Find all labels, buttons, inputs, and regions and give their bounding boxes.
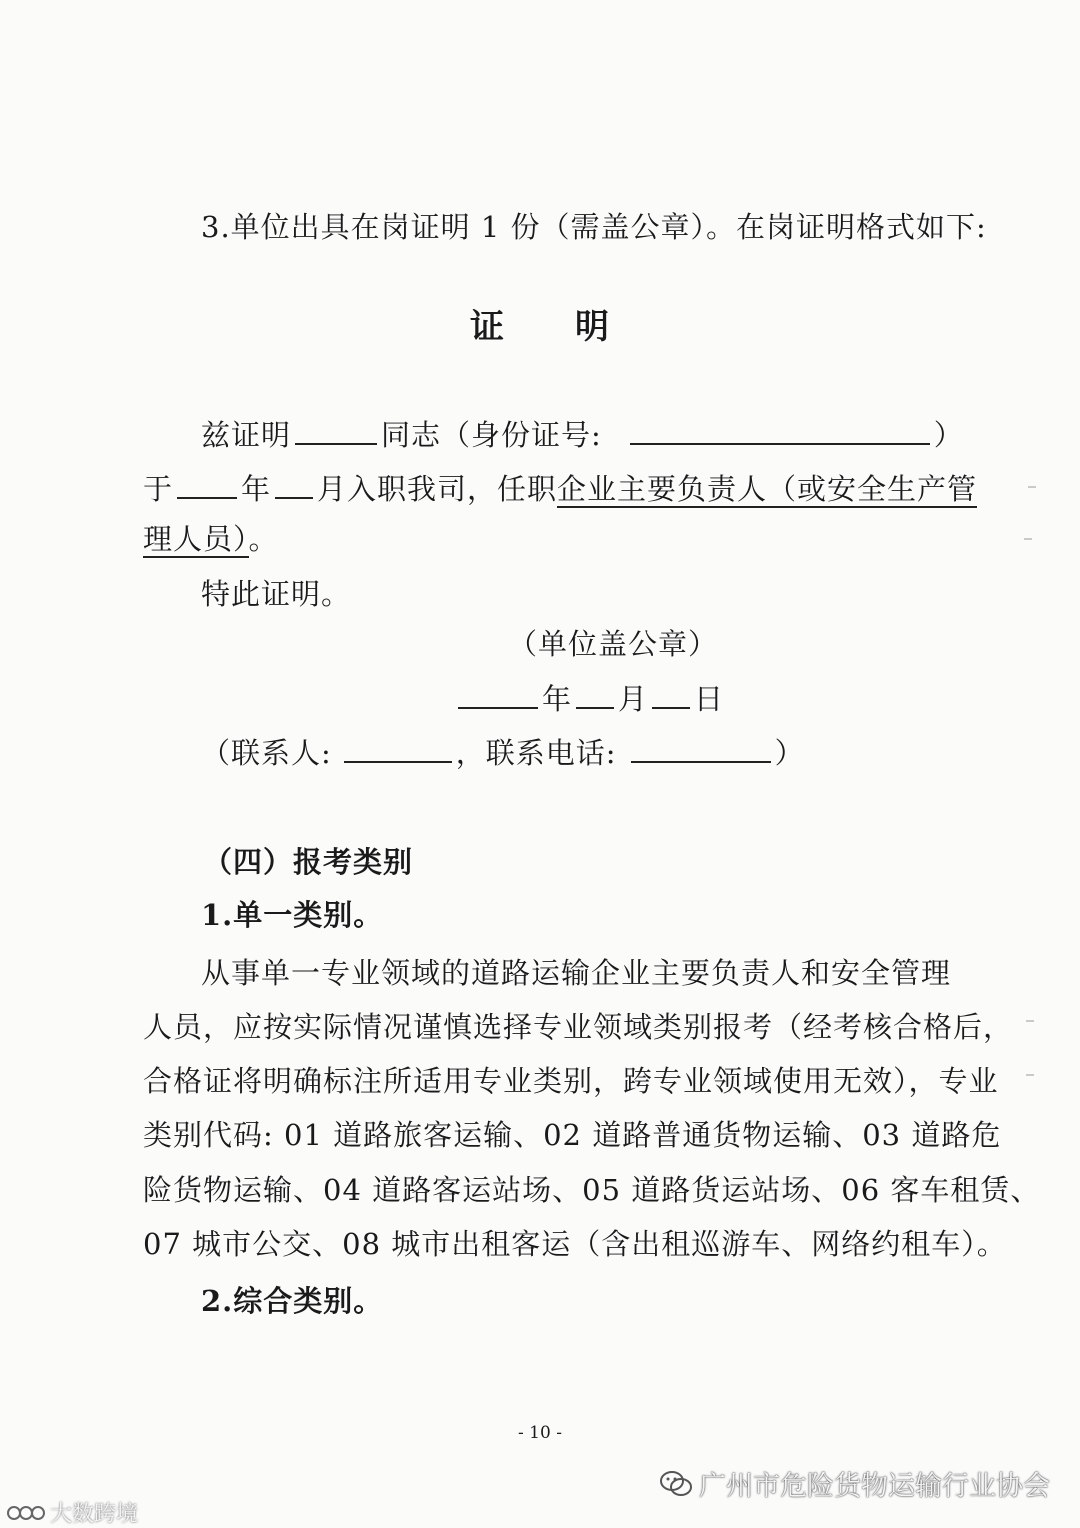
year-blank [177,467,237,499]
contact-person-blank [344,731,452,763]
contact-phone-blank [631,731,771,763]
certificate-line-3 [143,519,943,559]
wechat-watermark [659,1464,1050,1503]
date-year-label: 年 [542,682,573,716]
subsection-1-heading: 1.单一类别。 [201,898,384,932]
date-day-blank [652,677,690,709]
paragraph-line: 险货物运输、04 道路客运站场、05 道路货运站场、06 客车租赁、 [143,1173,1041,1207]
date-month-blank [576,677,614,709]
cert-line2-b: 年 [241,472,272,506]
contact-close: ） [774,736,805,770]
certificate-line-4: 特此证明。 [201,577,352,611]
certificate-line-1 [201,413,1001,455]
position-underlined: 企业主要负责人（或安全生产管 [557,472,978,506]
date-line [458,677,758,719]
paragraph-line: 合格证将明确标注所适用专业类别，跨专业领域使用无效），专业 [143,1064,999,1098]
paragraph-line: 从事单一专业领域的道路运输企业主要负责人和安全管理 [201,956,952,990]
cert-line1-a: 兹证明 [201,418,292,452]
cert-line3-b: 。 [248,522,279,556]
date-month-label: 月 [618,682,649,716]
certificate-line-2 [143,467,978,509]
intro-text: 3.单位出具在岗证明 1 份（需盖公章）。在岗证明格式如下: [201,210,987,244]
name-blank [295,413,377,445]
section-heading: （四）报考类别 [203,845,414,879]
brand-logo-icon [6,1502,46,1524]
page-number: - 10 - [518,1423,562,1443]
subsection-2-heading: 2.综合类别。 [201,1284,384,1318]
cert-line1-c: ） [933,418,964,452]
month-blank [275,467,313,499]
date-year-blank [458,677,538,709]
brand-watermark [6,1497,138,1528]
contact-phone-label: ，联系电话: [455,736,617,770]
watermark-right-text: 广州市危险货物运输行业协会 [699,1471,1050,1502]
contact-line [201,731,1001,773]
certificate-title: 证 明 [470,307,610,347]
seal-label: （单位盖公章） [508,627,719,661]
cert-line2-a: 于 [143,472,174,506]
contact-person-label: （联系人: [201,736,332,770]
paragraph-line: 人员，应按实际情况谨慎选择专业领域类别报考（经考核合格后， [143,1010,1014,1044]
cert-line2-c: 月入职我司，任职 [317,472,558,506]
paragraph-line: 07 城市公交、08 城市出租客运（含出租巡游车、网络约租车）。 [143,1227,1007,1261]
date-day-label: 日 [694,682,725,716]
position-underlined-cont: 理人员） [143,522,249,556]
wechat-icon [659,1469,693,1499]
cert-line1-b: 同志（身份证号: [381,418,602,452]
id-number-blank [630,413,930,445]
watermark-left-text: 大数跨境 [50,1502,139,1527]
paragraph-line: 类别代码: 01 道路旅客运输、02 道路普通货物运输、03 道路危 [143,1118,1002,1152]
